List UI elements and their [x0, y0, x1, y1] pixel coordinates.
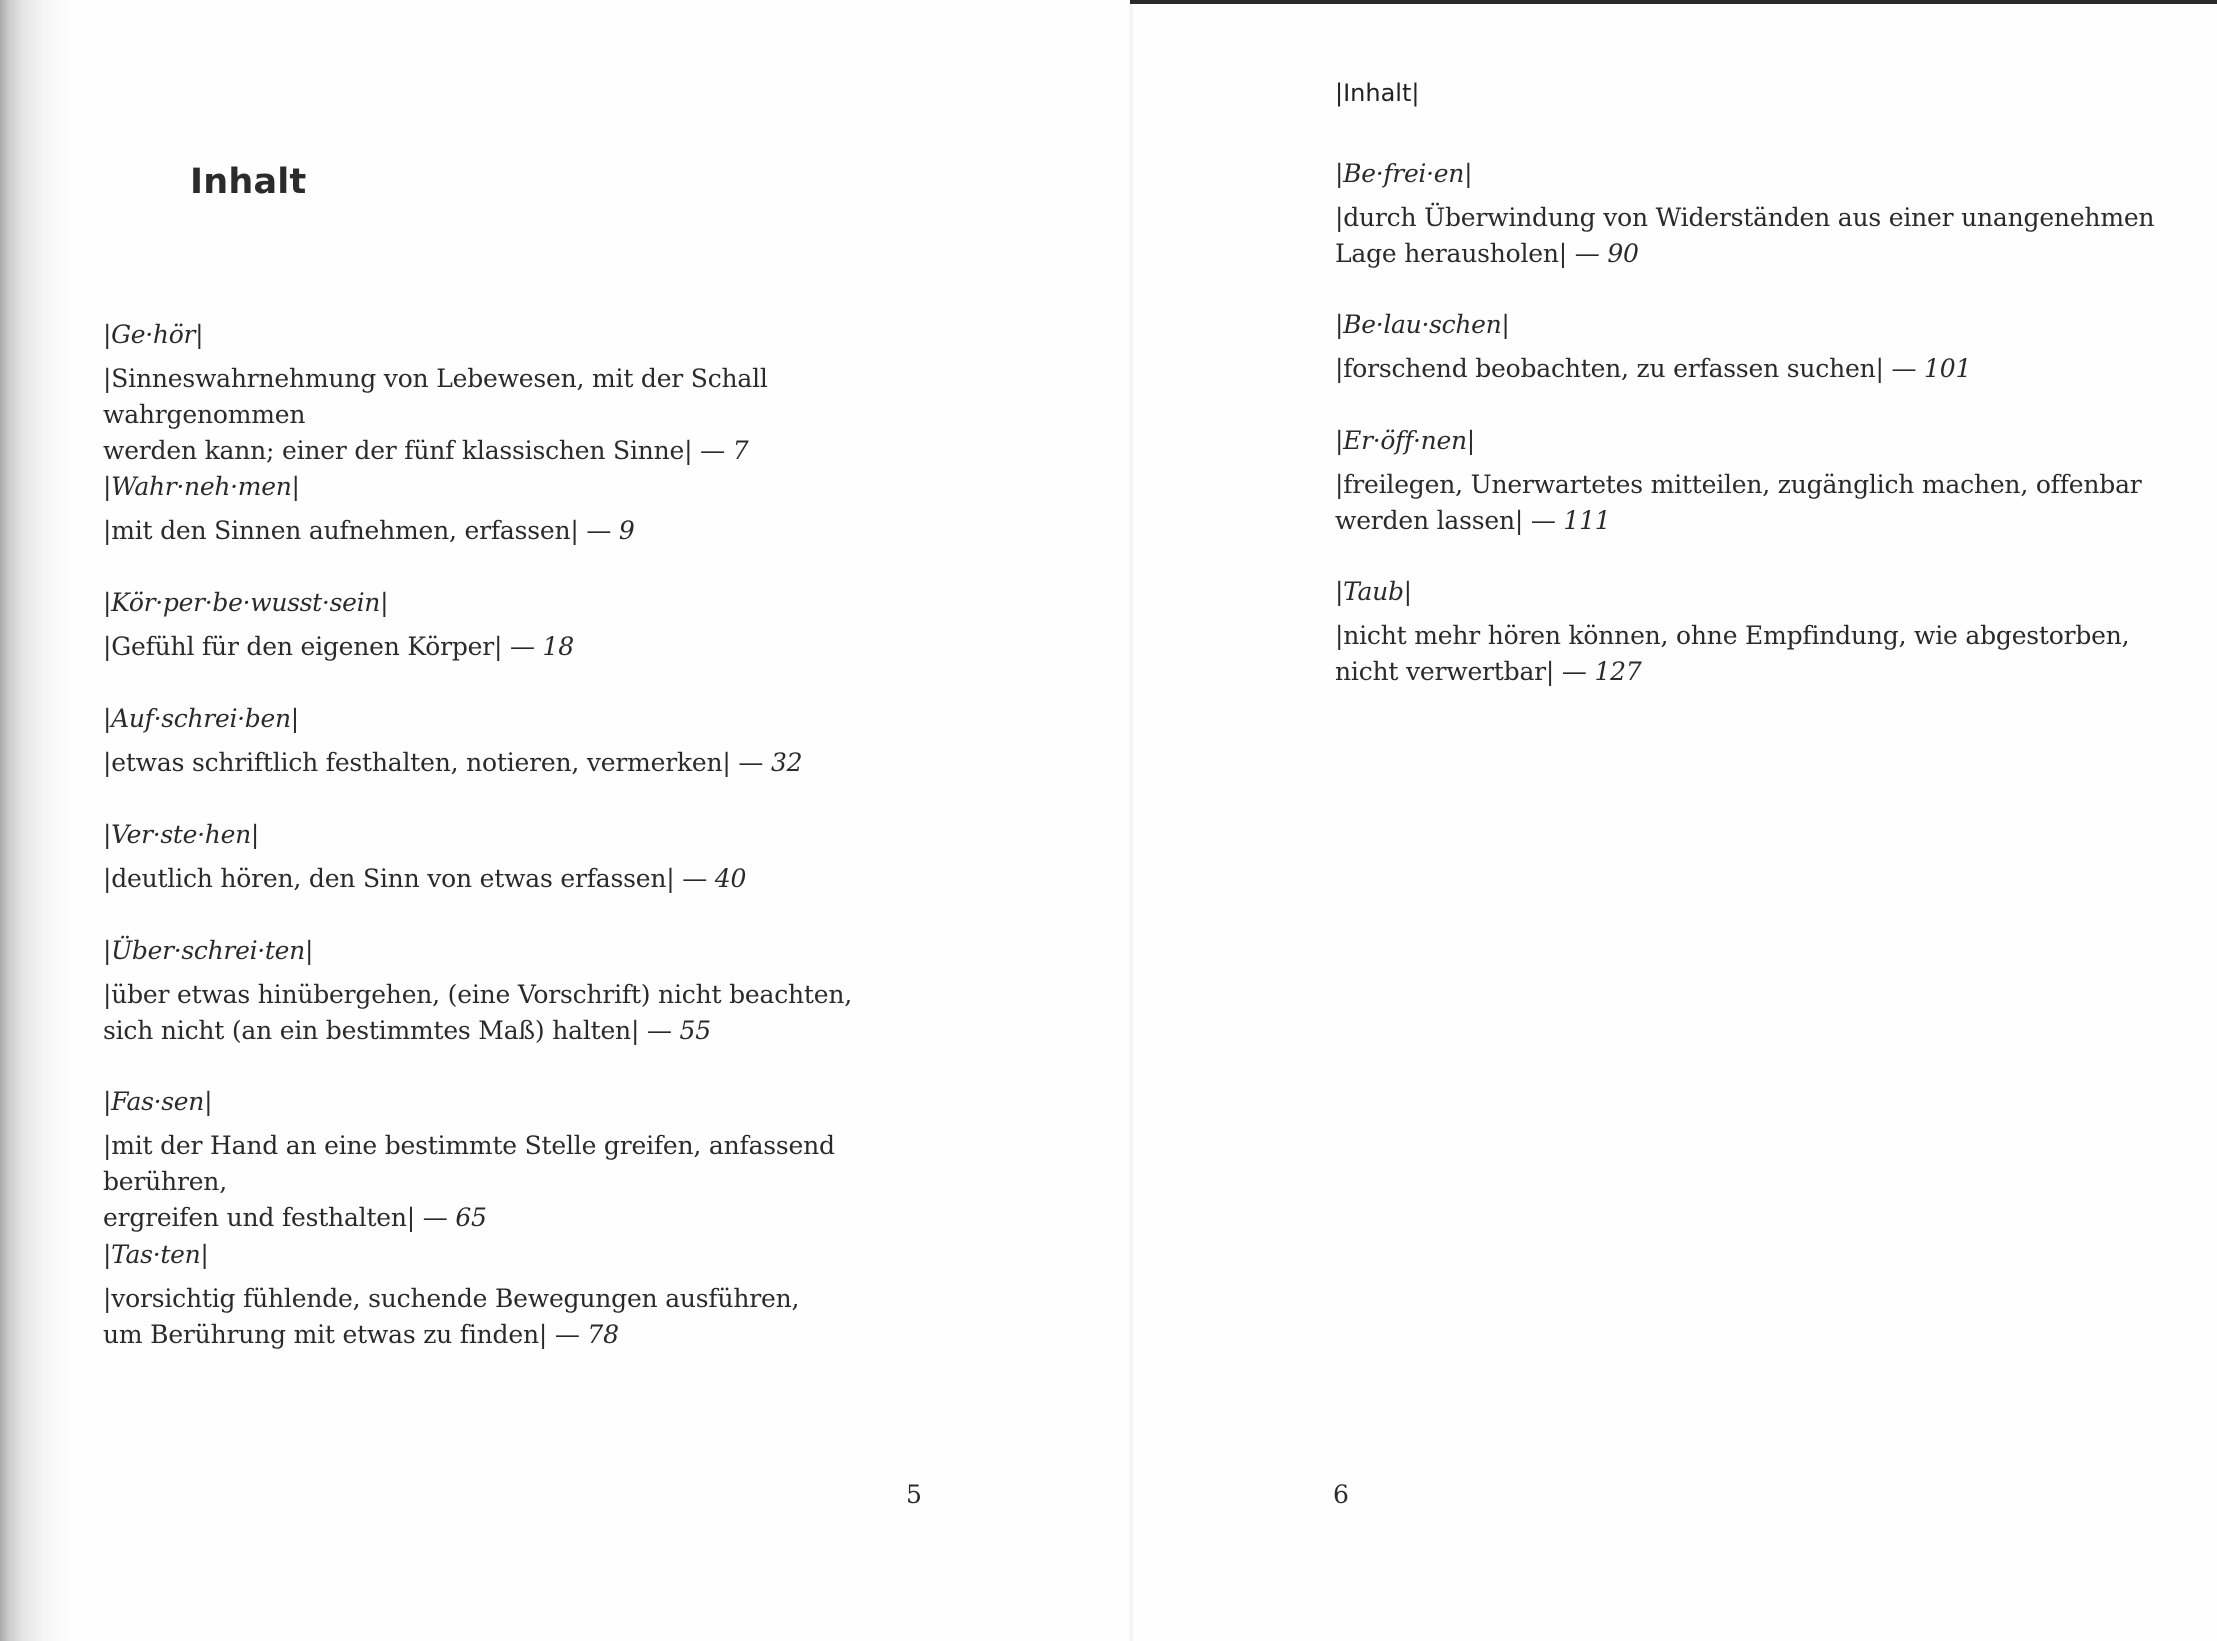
- toc-entry-definition: [1335, 351, 2155, 387]
- toc-entry-definition-line-2: sich nicht (an ein bestimmtes Maß) halten|: [103, 1016, 640, 1045]
- toc-entry-definition-line-2: ergreifen und festhalten|: [103, 1203, 416, 1232]
- toc-entry-page-number: 101: [1924, 354, 1972, 383]
- toc-entry-term: |Be·frei·en|: [1335, 159, 1473, 188]
- toc-entry[interactable]: [103, 701, 963, 781]
- toc-entry-definition-line-1: |mit der Hand an eine bestimmte Stelle greifen, anfassend berühren,: [103, 1131, 835, 1196]
- toc-entry[interactable]: [103, 317, 963, 469]
- toc-entry[interactable]: [103, 585, 963, 665]
- toc-entry-dash: —: [738, 748, 764, 777]
- toc-entry-term: |Be·lau·schen|: [1335, 310, 1510, 339]
- toc-entry-definition-line-1: |über etwas hinübergehen, (eine Vorschrift) nicht beachten,: [103, 980, 852, 1009]
- running-head: |Inhalt|: [1335, 79, 1420, 107]
- toc-entry[interactable]: [103, 1084, 963, 1236]
- toc-entry[interactable]: [1335, 307, 2155, 387]
- toc-entry-definition: [1335, 618, 2155, 690]
- toc-entry[interactable]: [103, 1237, 963, 1353]
- toc-entry-term: |Wahr·neh·men|: [103, 472, 300, 501]
- toc-entry-definition: [103, 629, 963, 665]
- toc-entry-dash: —: [700, 436, 725, 465]
- toc-entry-definition: [103, 361, 963, 469]
- toc-entry-dash: —: [509, 632, 535, 661]
- toc-entry-term: |Tas·ten|: [103, 1240, 209, 1269]
- toc-entry-definition: [1335, 467, 2155, 539]
- toc-entry-definition-line-1: |freilegen, Unerwartetes mitteilen, zugänglich machen, offenbar: [1335, 470, 2142, 499]
- toc-entry[interactable]: [103, 469, 963, 549]
- toc-entry-term: |Ver·ste·hen|: [103, 820, 260, 849]
- toc-entry-definition-line-1: |forschend beobachten, zu erfassen suchen|: [1335, 354, 1884, 383]
- page-number-left: 5: [906, 1480, 922, 1509]
- toc-entry-definition: [103, 1128, 963, 1236]
- toc-entry-page-number: 32: [770, 748, 803, 777]
- toc-entry-term: |Fas·sen|: [103, 1087, 213, 1116]
- toc-entry-definition-line-2: Lage herausholen|: [1335, 239, 1568, 268]
- toc-entry-definition-line-2: nicht verwertbar|: [1335, 657, 1555, 686]
- toc-entry-dash: —: [1530, 506, 1556, 535]
- toc-entry-dash: —: [1574, 239, 1600, 268]
- toc-entry-term: |Kör·per·be·wusst·sein|: [103, 588, 389, 617]
- toc-entry-definition-line-2: um Berührung mit etwas zu finden|: [103, 1320, 548, 1349]
- toc-entry-definition: [103, 861, 963, 897]
- toc-entry-page-number: 40: [714, 864, 747, 893]
- toc-entry-page-number: 55: [679, 1016, 711, 1045]
- toc-entry-term: |Er·öff·nen|: [1335, 426, 1475, 455]
- toc-entry-definition-line-1: |vorsichtig fühlende, suchende Bewegungen ausführen,: [103, 1284, 800, 1313]
- toc-entry[interactable]: [103, 933, 963, 1049]
- toc-entry-page-number: 90: [1607, 239, 1639, 268]
- toc-entry-definition: [1335, 200, 2155, 272]
- toc-entry[interactable]: [103, 817, 963, 897]
- page-title: Inhalt: [190, 162, 307, 202]
- toc-entry-definition: [103, 1281, 963, 1353]
- toc-entry-dash: —: [682, 864, 708, 893]
- page-number-right: 6: [1333, 1480, 1349, 1509]
- toc-entry[interactable]: [1335, 574, 2155, 690]
- toc-entry-definition-line-1: |durch Überwindung von Widerständen aus einer unangenehmen: [1335, 203, 2155, 232]
- toc-entry-dash: —: [586, 516, 612, 545]
- toc-entry[interactable]: [1335, 423, 2155, 539]
- toc-entry-page-number: 7: [732, 436, 749, 465]
- toc-entry-definition-line-1: |etwas schriftlich festhalten, notieren, vermerken|: [103, 748, 731, 777]
- toc-entry-dash: —: [646, 1016, 672, 1045]
- toc-entry-dash: —: [1561, 657, 1587, 686]
- toc-entry-definition: [103, 745, 963, 781]
- toc-entry-term: |Ge·hör|: [103, 320, 204, 349]
- toc-entry[interactable]: [1335, 156, 2155, 272]
- toc-entry-definition-line-2: werden lassen|: [1335, 506, 1524, 535]
- toc-entry-definition-line-1: |Gefühl für den eigenen Körper|: [103, 632, 503, 661]
- toc-entry-page-number: 65: [455, 1203, 487, 1232]
- toc-entry-term: |Auf·schrei·ben|: [103, 704, 299, 733]
- toc-entry-term: |Über·schrei·ten|: [103, 936, 314, 965]
- toc-entry-term: |Taub|: [1335, 577, 1412, 606]
- toc-entry-definition-line-1: |mit den Sinnen aufnehmen, erfassen|: [103, 516, 579, 545]
- toc-entry-dash: —: [1891, 354, 1917, 383]
- toc-entry-definition-line-1: |nicht mehr hören können, ohne Empfindung, wie abgestorben,: [1335, 621, 2130, 650]
- toc-entry-definition: [103, 513, 963, 549]
- toc-entry-page-number: 78: [587, 1320, 619, 1349]
- toc-entry-dash: —: [422, 1203, 448, 1232]
- toc-entry-page-number: 9: [618, 516, 635, 545]
- toc-entry-definition-line-1: |Sinneswahrnehmung von Lebewesen, mit der Schall wahrgenommen: [103, 364, 768, 429]
- toc-entry-page-number: 111: [1563, 506, 1611, 535]
- toc-entry-definition-line-1: |deutlich hören, den Sinn von etwas erfassen|: [103, 864, 675, 893]
- toc-entry-page-number: 18: [542, 632, 574, 661]
- toc-entry-definition: [103, 977, 963, 1049]
- toc-entry-dash: —: [554, 1320, 580, 1349]
- toc-entry-definition-line-2: werden kann; einer der fünf klassischen Sinne|: [103, 436, 693, 465]
- toc-entry-page-number: 127: [1594, 657, 1642, 686]
